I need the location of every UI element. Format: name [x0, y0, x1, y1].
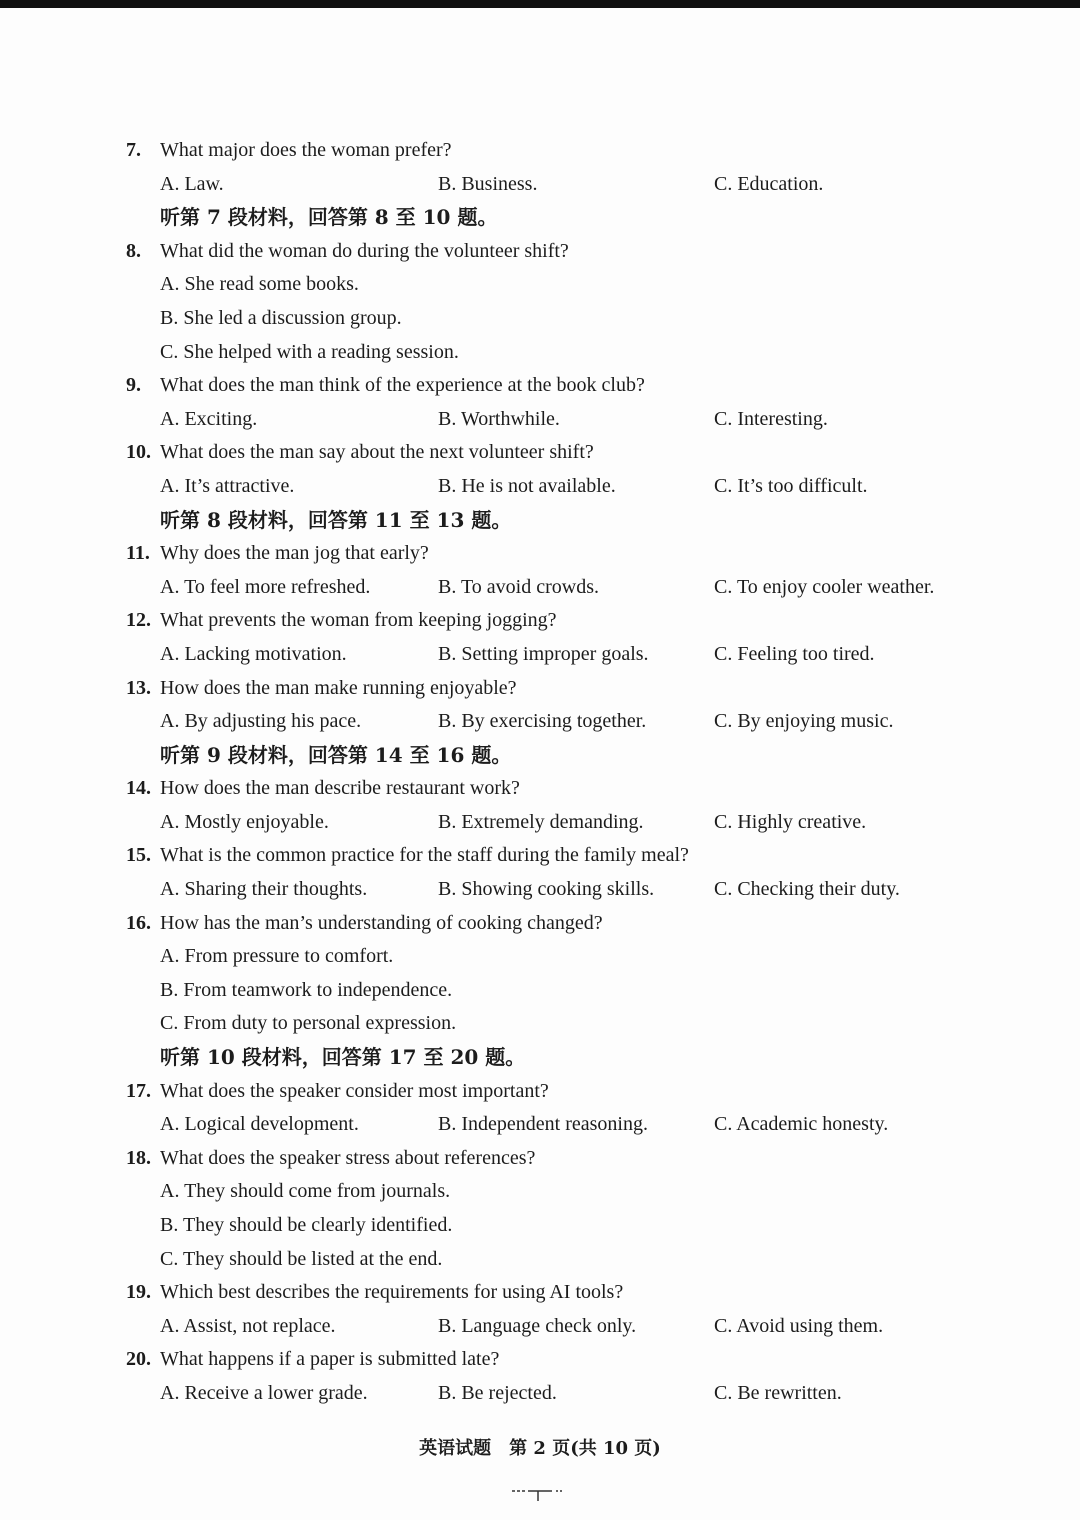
answer-option-a: A. Assist, not replace.: [160, 1314, 336, 1337]
question-stem: [126, 1343, 1006, 1377]
answer-option-a: A. They should come from journals.: [160, 1180, 451, 1203]
question-number: 8.: [126, 239, 141, 262]
answer-option-b: B. They should be clearly identified.: [160, 1214, 453, 1236]
question-text: What major does the woman prefer?: [160, 139, 452, 161]
option-row: [126, 470, 1006, 504]
answer-option-a: A. Logical development.: [160, 1113, 359, 1136]
option-row: [126, 873, 1006, 907]
answer-option-c: C. Education.: [714, 172, 824, 195]
question-stem: [126, 369, 1006, 403]
question-text: What prevents the woman from keeping jogging?: [160, 609, 557, 632]
question-text: What is the common practice for the staff during the family meal?: [160, 844, 689, 867]
answer-option-b: B. From teamwork to independence.: [160, 978, 453, 1001]
question-text: What does the man think of the experience at the book club?: [160, 374, 645, 397]
answer-option-c: C. From duty to personal expression.: [160, 1012, 457, 1035]
answer-option-b: B. Extremely demanding.: [438, 810, 644, 833]
answer-option-b: B. Language check only.: [438, 1314, 637, 1337]
answer-option-c: C. Interesting.: [714, 407, 828, 430]
question-number: 14.: [126, 777, 151, 800]
answer-option-a: A. Law.: [160, 172, 224, 195]
question-number: 15.: [126, 844, 151, 867]
answer-option-c: C. Checking their duty.: [714, 878, 900, 901]
answer-option-b: B. Independent reasoning.: [438, 1113, 648, 1136]
answer-option-b: B. By exercising together.: [438, 710, 647, 733]
answer-option-a: A. Exciting.: [160, 407, 258, 430]
answer-option-c: C. Avoid using them.: [714, 1314, 884, 1337]
option-row: [126, 638, 1006, 672]
question-stem: [126, 134, 1006, 168]
top-edge-bar: [0, 0, 1080, 8]
question-stem: [126, 672, 1006, 706]
question-text: What did the woman do during the volunteer shift?: [160, 239, 569, 262]
answer-option-a: A. By adjusting his pace.: [160, 710, 362, 733]
section-instruction: 听第 8 段材料，回答第 11 至 13 题。: [160, 507, 512, 532]
answer-option-c: C. To enjoy cooler weather.: [714, 575, 935, 598]
option-row: [126, 1310, 1006, 1344]
binding-mark-icon: [512, 1488, 562, 1502]
answer-option-b: B. Worthwhile.: [438, 407, 560, 430]
question-number: 19.: [126, 1281, 151, 1304]
answer-option-b: B. Showing cooking skills.: [438, 878, 655, 901]
answer-option-a: A. Sharing their thoughts.: [160, 878, 368, 901]
question-number: 13.: [126, 676, 151, 699]
option-row: [126, 1108, 1006, 1142]
option-row: [126, 806, 1006, 840]
section-instruction: 听第 9 段材料，回答第 14 至 16 题。: [160, 742, 512, 767]
question-text: Which best describes the requirements for using AI tools?: [160, 1281, 624, 1304]
question-number: 17.: [126, 1079, 151, 1102]
question-number: 16.: [126, 911, 151, 934]
answer-option-a: A. It’s attractive.: [160, 474, 295, 497]
question-number: 20.: [126, 1348, 151, 1371]
answer-option-c: C. Academic honesty.: [714, 1113, 889, 1136]
question-stem: [126, 1276, 1006, 1310]
question-text: How does the man make running enjoyable?: [160, 676, 517, 699]
question-stem: [126, 1142, 1006, 1176]
question-stem: [126, 772, 1006, 806]
question-number: 11.: [126, 542, 150, 565]
answer-option-a: A. From pressure to comfort.: [160, 945, 394, 968]
answer-option-c: C. Feeling too tired.: [714, 642, 875, 665]
answer-option-a: A. Lacking motivation.: [160, 642, 347, 665]
question-number: 9.: [126, 374, 141, 397]
answer-option-c: C. Be rewritten.: [714, 1381, 842, 1404]
answer-option-c: C. Highly creative.: [714, 810, 867, 833]
question-number: 7.: [126, 139, 141, 161]
option-row: [126, 1377, 1006, 1411]
option-row: [126, 705, 1006, 739]
answer-option-a: A. Mostly enjoyable.: [160, 810, 329, 833]
answer-option-a: A. Receive a lower grade.: [160, 1381, 368, 1404]
answer-option-b: B. Setting improper goals.: [438, 642, 649, 665]
section-instruction: 听第 10 段材料，回答第 17 至 20 题。: [160, 1045, 526, 1070]
question-text: What does the man say about the next volunteer shift?: [160, 441, 594, 464]
page-footer: 英语试题 第 2 页(共 10 页): [419, 1438, 661, 1459]
question-stem: [126, 436, 1006, 470]
question-stem: [126, 1075, 1006, 1109]
option-row: [126, 571, 1006, 605]
answer-option-c: C. By enjoying music.: [714, 710, 894, 733]
option-row: [126, 403, 1006, 437]
option-row: [126, 168, 1006, 202]
answer-option-b: B. Business.: [438, 172, 538, 195]
question-stem: [126, 839, 1006, 873]
question-list: [126, 134, 1006, 1411]
answer-option-a: A. To feel more refreshed.: [160, 575, 371, 598]
question-text: How does the man describe restaurant work?: [160, 777, 520, 800]
answer-option-c: C. It’s too difficult.: [714, 474, 868, 497]
answer-option-c: C. She helped with a reading session.: [160, 340, 459, 363]
answer-option-b: B. Be rejected.: [438, 1381, 557, 1404]
answer-option-b: B. He is not available.: [438, 474, 616, 497]
question-number: 10.: [126, 441, 151, 464]
question-number: 12.: [126, 609, 151, 632]
question-stem: [126, 235, 1006, 269]
question-text: What does the speaker stress about references?: [160, 1146, 536, 1169]
question-text: What happens if a paper is submitted late?: [160, 1348, 500, 1371]
question-number: 18.: [126, 1146, 151, 1169]
question-text: Why does the man jog that early?: [160, 542, 429, 565]
answer-option-a: A. She read some books.: [160, 273, 359, 296]
answer-option-c: C. They should be listed at the end.: [160, 1247, 443, 1270]
section-instruction: 听第 7 段材料，回答第 8 至 10 题。: [160, 205, 498, 230]
question-stem: [126, 537, 1006, 571]
answer-option-b: B. To avoid crowds.: [438, 575, 599, 598]
question-text: How has the man’s understanding of cooking changed?: [160, 911, 603, 934]
question-stem: [126, 907, 1006, 941]
question-stem: [126, 604, 1006, 638]
question-text: What does the speaker consider most important?: [160, 1079, 549, 1102]
answer-option-b: B. She led a discussion group.: [160, 306, 402, 329]
